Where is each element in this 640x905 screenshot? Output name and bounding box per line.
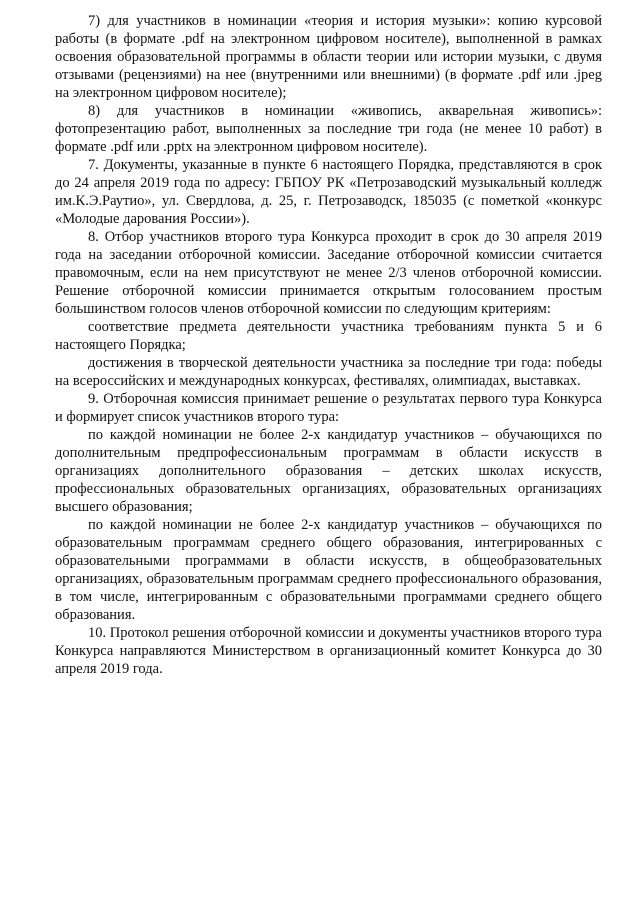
paragraph-section-9: 9. Отборочная комиссия принимает решение о результатах первого тура Конкурса и формирует список участников второго тура: (55, 391, 602, 425)
paragraph-item-8: 8) для участников в номинации «живопись, акварельная живопись»: фотопрезентацию работ, выполненных за последние три года (не менее 10 работ) в формате .pdf или .pptx на электронном цифровом носителе). (55, 103, 602, 155)
paragraph-list-item-1: по каждой номинации не более 2-х кандидатур участников – обучающихся по дополнительным предпрофессиональным программам в области искусств в организациях дополнительного образования – детских школах искусств, профессиональных образовательных организациях, образовательных организациях высшего образования; (55, 427, 602, 515)
paragraph-criterion-1: соответствие предмета деятельности участника требованиям пункта 5 и 6 настоящего Порядка; (55, 319, 602, 353)
document-page (55, 12, 602, 678)
paragraph-criterion-2: достижения в творческой деятельности участника за последние три года: победы на всероссийских и международных конкурсах, фестивалях, олимпиадах, выставках. (55, 355, 602, 389)
paragraph-section-7: 7. Документы, указанные в пункте 6 настоящего Порядка, представляются в срок до 24 апреля 2019 года по адресу: ГБПОУ РК «Петрозаводский музыкальный колледж им.К.Э.Раутио», ул. Свердлова, д. 25, г. Петрозаводск, 185035 (с пометкой «конкурс «Молодые дарования России»). (55, 157, 602, 227)
paragraph-item-7: 7) для участников в номинации «теория и история музыки»: копию курсовой работы (в формате .pdf на электронном цифровом носителе), выполненной в рамках освоения образовательной программы в области теории или истории музыки, с двумя отзывами (рецензиями) на нее (внутренними или внешними) (в формате .pdf или .jpeg на электронном цифровом носителе); (55, 13, 602, 101)
paragraph-section-8: 8. Отбор участников второго тура Конкурса проходит в срок до 30 апреля 2019 года на заседании отборочной комиссии. Заседание отборочной комиссии считается правомочным, если на нем присутствуют не менее 2/3 членов отборочной комиссии. Решение отборочной комиссии принимается открытым голосованием простым большинством голосов членов отборочной комиссии по следующим критериям: (55, 229, 602, 317)
paragraph-section-10: 10. Протокол решения отборочной комиссии и документы участников второго тура Конкурса направляются Министерством в организационный комитет Конкурса до 30 апреля 2019 года. (55, 625, 602, 677)
paragraph-list-item-2: по каждой номинации не более 2-х кандидатур участников – обучающихся по образовательным программам среднего общего образования, интегрированных с образовательными программами в области искусств, в общеобразовательных организациях, образовательным программам среднего профессионального образования, в том числе, интегрированным с образовательными программами среднего общего образования. (55, 517, 602, 623)
